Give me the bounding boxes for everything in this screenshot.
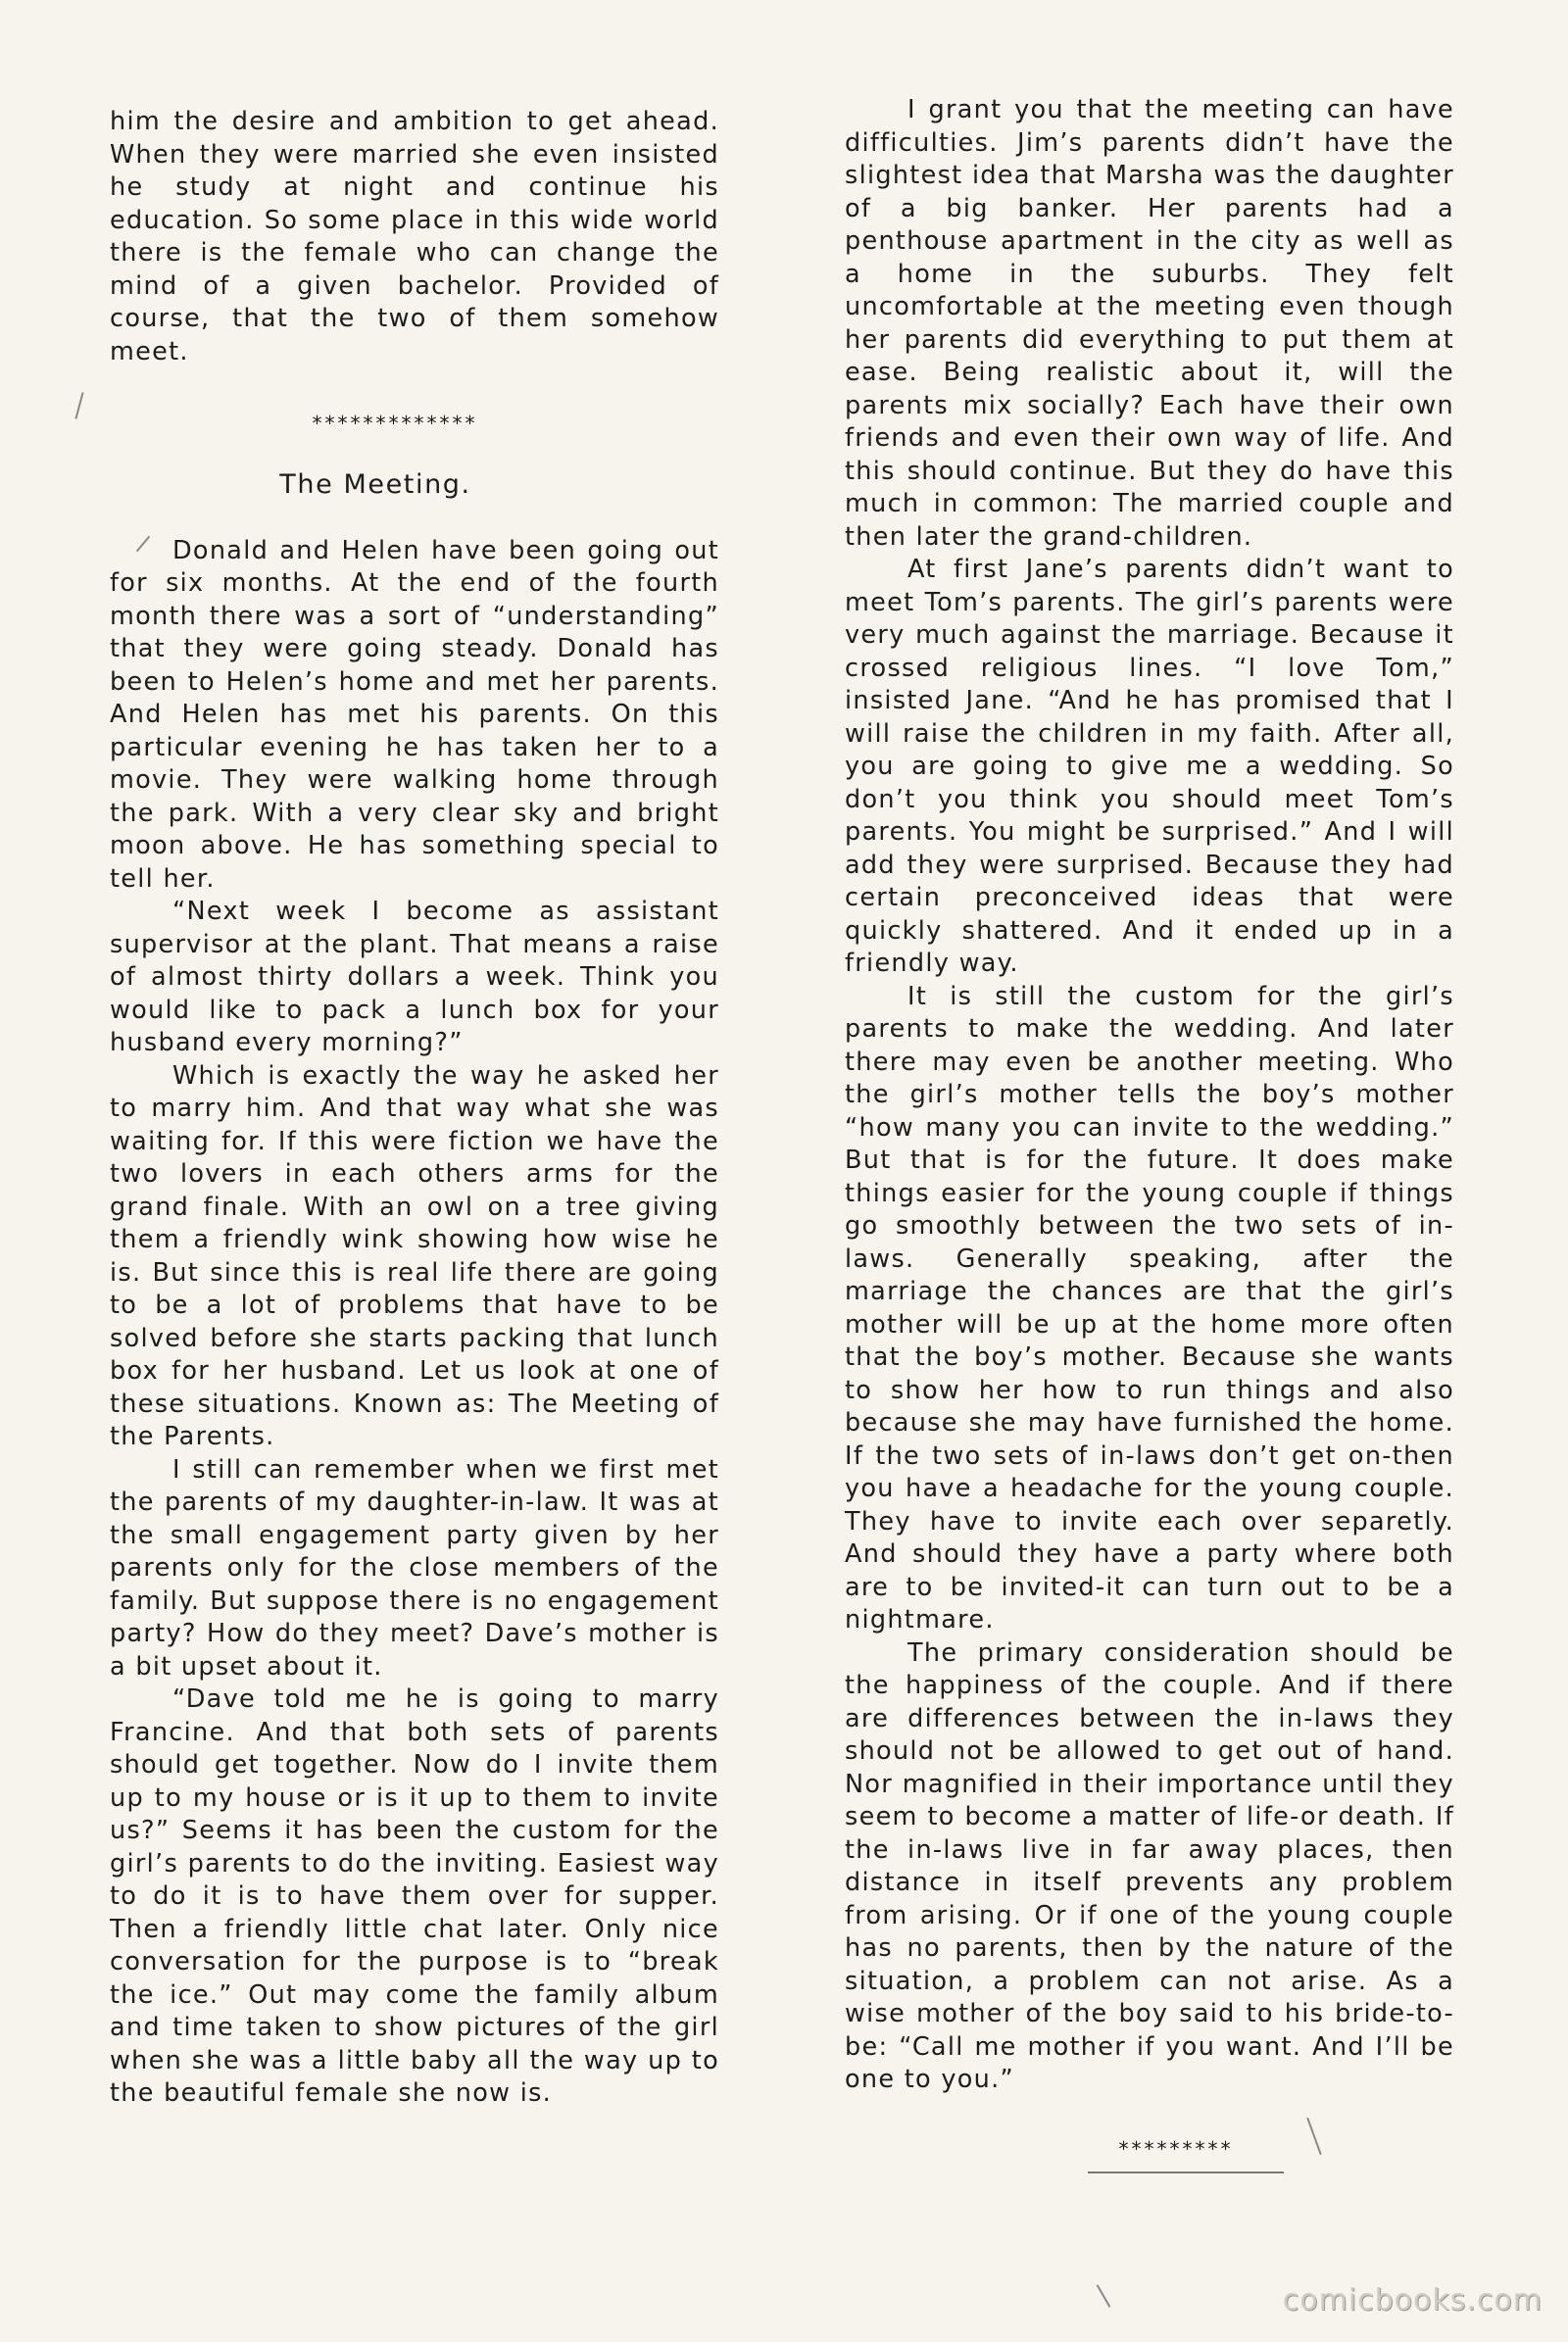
paragraph: “Next week I become as assistant supervisor at the plant. That means a raise of almost thirty dollars a week. Think you would like to pack a lunch box for your husband every morning?” bbox=[110, 897, 719, 1057]
watermark: comicbooks.com bbox=[1282, 2283, 1543, 2318]
section-separator: ************* bbox=[312, 412, 478, 435]
right-column bbox=[845, 94, 1454, 2097]
intro-paragraph: him the desire and ambition to get ahead. When they were married she even insisted he study at night and continue his education. So some place in this wide world there is the female who can change the mind of a given bachelor. Provided of course, that the two of them somehow meet. bbox=[110, 107, 719, 366]
scan-speck bbox=[1097, 2284, 1111, 2308]
paragraph: Donald and Helen have been going out for six months. At the end of the fourth month there was a sort of “understanding” that they were going steady. Donald has been to Helen’s home and met her parents. And Helen has met his parents. On this particular evening he has taken her to a movie. They were walking home through the park. With a very clear sky and bright moon above. He has something special to tell her. bbox=[110, 535, 719, 894]
paragraph: It is still the custom for the girl’s parents to make the wedding. And later there may even be another meeting. Who the girl’s mother tells the boy’s mother “how many you can invite to the wedding.” But that is for the future. It does make things easier for the young couple if things go smoothly between the two sets of in-laws. Generally speaking, after the marriage the chances are that the girl’s mother will be up at the home more often that the boy’s mother. Because she wants to show her how to run things and also because she may have furnished the home. If the two sets of in-laws don’t get on-then you have a headache for the young couple. They have to invite each over separetly. And should they have a party where both are to be invited-it can turn out to be a nightmare. bbox=[845, 981, 1454, 1635]
paragraph: I still can remember when we first met the parents of my daughter-in-law. It was at the small engagement party given by her parents only for the close members of the family. But suppose there is no engagement party? How do they meet? Dave’s mother is a bit upset about it. bbox=[110, 1454, 719, 1682]
left-column bbox=[110, 106, 719, 2111]
paragraph: The primary consideration should be the happiness of the couple. And if there are differences between the in-laws they should not be allowed to get out of hand. Nor magnified in their importance until they seem to become a matter of life-or death. If the in-laws live in far away places, then distance in itself prevents any problem from arising. Or if one of the young couple has no parents, then by the nature of the situation, a problem can not arise. As a wise mother of the boy said to his bride-to-be: “Call me mother if you want. And I’ll be one to you.” bbox=[845, 1637, 1454, 2094]
paragraph: At first Jane’s parents didn’t want to meet Tom’s parents. The girl’s parents were very much against the marriage. Because it crossed religious lines. “I love Tom,” insisted Jane. “And he has promised that I will raise the children in my faith. After all, you are going to give me a wedding. So don’t you think you should meet Tom’s parents. You might be surprised.” And I will add they were surprised. Because they had certain preconceived ideas that were quickly shattered. And it ended up in a friendly way. bbox=[845, 555, 1454, 978]
scan-speck bbox=[74, 392, 83, 419]
paragraph: I grant you that the meeting can have difficulties. Jim’s parents didn’t have the slightest idea that Marsha was the daughter of a big banker. Her parents had a penthouse apartment in the city as well as a home in the suburbs. They felt uncomfortable at the meeting even though her parents did everything to put them at ease. Being realistic about it, will the parents mix socially? Each have their own friends and even their own way of life. And this should continue. But they do have this much in common: The married couple and then later the grand-children. bbox=[845, 95, 1454, 552]
section-title: The Meeting. bbox=[279, 469, 471, 500]
end-separator: ********* bbox=[1118, 2137, 1234, 2161]
scan-speck bbox=[1306, 2118, 1322, 2155]
paragraph: Which is exactly the way he asked her to marry him. And that way what she was waiting for. If this were fiction we have the two lovers in each others arms for the grand finale. With an owl on a tree giving them a friendly wink showing how wise he is. But since this is real life there are going to be a lot of problems that have to be solved before she starts packing that lunch box for her husband. Let us look at one of these situations. Known as: The Meeting of the Parents. bbox=[110, 1060, 719, 1451]
paragraph: “Dave told me he is going to marry Francine. And that both sets of parents should get together. Now do I invite them up to my house or is it up to them to invite us?” Seems it has been the custom for the girl’s parents to do the inviting. Easiest way to do it is to have them over for supper. Then a friendly little chat later. Only nice conversation for the purpose is to “break the ice.” Out may come the family album and time taken to show pictures of the girl when she was a little baby all the way up to the beautiful female she now is. bbox=[110, 1684, 719, 2108]
end-rule bbox=[1088, 2171, 1284, 2173]
